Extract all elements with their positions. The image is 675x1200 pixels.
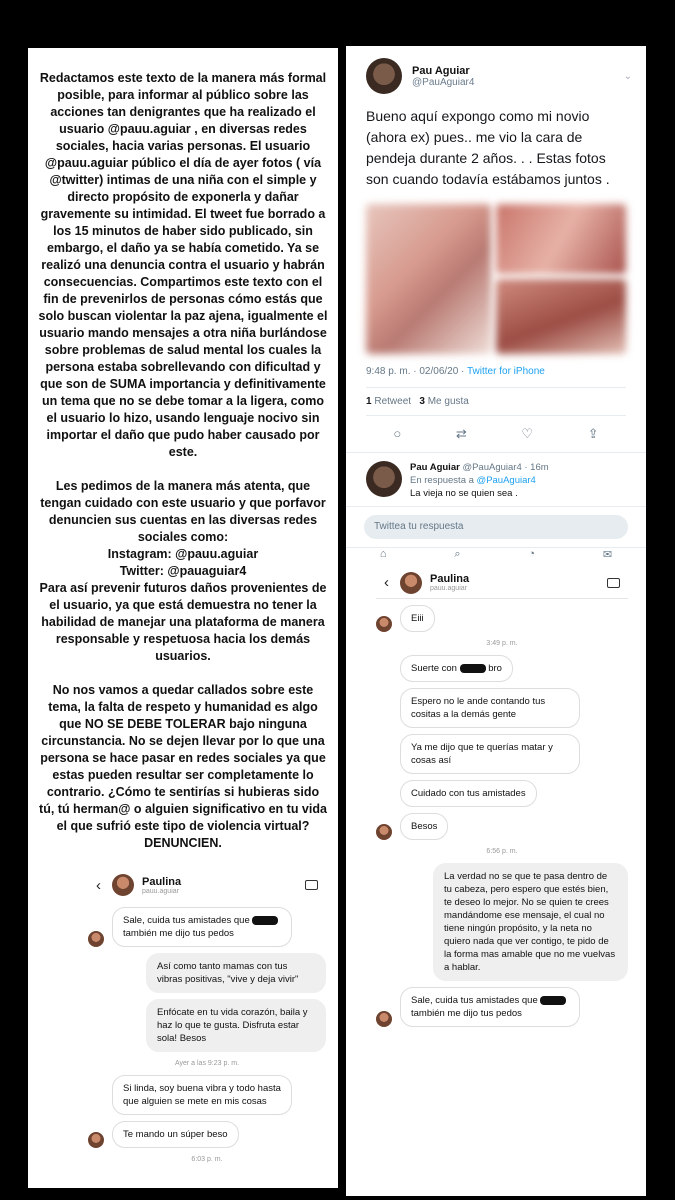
message-bubble: Te mando un súper beso <box>112 1121 239 1148</box>
message-bubble: Besos <box>400 813 448 840</box>
message-bubble <box>112 907 292 947</box>
search-icon[interactable]: ⌕ <box>454 548 461 560</box>
list-item <box>88 953 326 993</box>
reply-to-label: En respuesta a <box>410 475 474 486</box>
tweet-source[interactable]: Twitter for iPhone <box>467 366 545 377</box>
back-icon[interactable]: ‹ <box>96 876 101 894</box>
list-item <box>376 863 628 981</box>
tweet-header <box>346 46 646 94</box>
avatar[interactable] <box>366 461 402 497</box>
blurred-photo[interactable] <box>366 204 491 354</box>
retweet-icon[interactable]: ⇄ <box>455 426 467 441</box>
video-call-icon[interactable] <box>607 578 620 588</box>
messages-icon[interactable]: ✉ <box>602 549 613 561</box>
message-text: Sale, cuida tus amistades que <box>411 995 538 1006</box>
list-item <box>88 1121 326 1148</box>
avatar <box>376 824 392 840</box>
list-item <box>376 605 628 632</box>
evidence-panel <box>346 46 646 1196</box>
retweet-label[interactable]: Retweet <box>374 396 412 407</box>
timestamp: 6:03 p. m. <box>191 1156 223 1163</box>
avatar <box>400 572 422 594</box>
timestamp: Ayer a las 9:23 p. m. <box>174 1060 240 1067</box>
video-call-icon[interactable] <box>305 880 318 890</box>
tweet-media-blurred[interactable] <box>366 204 626 354</box>
tweet-stats <box>366 387 626 416</box>
message-bubble: Enfócate en tu vida corazón, baila y haz lo que te gusta. Disfruta estar sola! Besos <box>146 999 326 1052</box>
avatar <box>88 1132 104 1148</box>
blurred-photo[interactable] <box>496 279 626 354</box>
message-bubble <box>400 987 580 1027</box>
list-item <box>88 1075 326 1115</box>
avatar <box>376 1011 392 1027</box>
redaction-mark <box>540 996 566 1005</box>
like-label[interactable]: Me gusta <box>427 396 469 407</box>
list-item <box>376 780 628 807</box>
reply-to-link[interactable]: @PauAguiar4 <box>476 475 536 486</box>
dm-header <box>88 869 326 901</box>
share-icon[interactable]: ⇪ <box>587 426 599 441</box>
reply-author-name[interactable]: Pau Aguiar <box>410 462 460 473</box>
list-item <box>376 655 628 682</box>
message-bubble <box>400 655 513 682</box>
avatar <box>88 931 104 947</box>
avatar[interactable] <box>366 58 402 94</box>
list-item <box>376 734 628 774</box>
avatar <box>376 616 392 632</box>
notifications-icon[interactable]: ◔ <box>528 548 536 560</box>
home-icon[interactable]: ⌂ <box>379 548 387 560</box>
list-item <box>376 813 628 840</box>
message-text: Suerte con <box>411 663 457 674</box>
dm-screenshot-left <box>88 869 326 1163</box>
dm-screenshot-right <box>376 567 628 1027</box>
tweet-actions <box>346 416 646 453</box>
message-bubble: Ya me dijo que te querías matar y cosas así <box>400 734 580 774</box>
timestamp: 6:56 p. m. <box>486 848 518 855</box>
avatar <box>112 874 134 896</box>
message-text: también me dijo tus pedos <box>123 928 234 939</box>
back-icon[interactable]: ‹ <box>384 574 389 591</box>
tweet-author-handle[interactable]: @PauAguiar4 <box>412 76 475 88</box>
statement-text <box>28 48 338 852</box>
message-text: Sale, cuida tus amistades que <box>123 915 250 926</box>
message-bubble: Eiii <box>400 605 435 632</box>
tweet-meta <box>346 354 646 377</box>
dm-handle: pauu.aguiar <box>430 585 467 592</box>
dm-handle: pauu.aguiar <box>142 887 179 895</box>
timestamp: 3:49 p. m. <box>486 640 518 647</box>
tweet-author-name[interactable]: Pau Aguiar <box>412 64 470 77</box>
reply-author-handle: @PauAguiar4 · 16m <box>462 462 549 473</box>
tweet-text: Bueno aquí expongo como mi novio (ahora ex) pues.. me vio la cara de pendeja durante 2 años. . . Estas fotos son cuando todavía estábamos juntos . <box>366 108 610 187</box>
reply-text: La vieja no se quien sea . <box>410 488 518 499</box>
statement-twitter: Twitter: @pauaguiar4 <box>119 564 247 578</box>
dm-name: Paulina <box>142 875 182 888</box>
statement-instagram: Instagram: @pauu.aguiar <box>107 547 259 561</box>
list-item <box>376 987 628 1027</box>
message-bubble: Así como tanto mamas con tus vibras positivas, "vive y deja vivir" <box>146 953 326 993</box>
redaction-mark <box>460 664 486 673</box>
message-bubble: La verdad no se que te pasa dentro de tu cabeza, pero espero que estés bien, te deseo lo mejor. No se quien te crees mandándome ese mensaje, el cual no tiene ningún propósito, y la neta no quiero nada que ver contigo, te pido de la forma mas amable que no me vuelvas a hablar. <box>433 863 628 981</box>
reply-icon[interactable]: ○ <box>393 426 402 441</box>
message-bubble: Cuidado con tus amistades <box>400 780 537 807</box>
dm-header <box>376 567 628 599</box>
message-text: bro <box>488 663 502 674</box>
retweet-count[interactable]: 1 <box>366 396 372 407</box>
reply-tweet[interactable] <box>346 453 646 507</box>
statement-panel <box>28 48 338 1188</box>
message-bubble: Si linda, soy buena vibra y todo hasta que alguien se mete en mis cosas <box>112 1075 292 1115</box>
message-text: también me dijo tus pedos <box>411 1008 522 1019</box>
list-item <box>88 907 326 947</box>
message-bubble: Espero no le ande contando tus cositas a la demás gente <box>400 688 580 728</box>
statement-paragraph-3: Para así prevenir futuros daños provenientes de el usuario, ya que está demuestra no tener la habilidad de manejar una plataforma de manera responsable y respetuosa hacia los demás usuarios. <box>39 581 327 663</box>
tab-bar <box>346 547 646 563</box>
reply-input[interactable]: Twittea tu respuesta <box>364 515 628 539</box>
like-icon[interactable]: ♡ <box>521 426 534 441</box>
chevron-down-icon[interactable]: ⌄ <box>623 70 632 82</box>
tweet-time: 9:48 p. m. · 02/06/20 · <box>366 366 467 377</box>
statement-paragraph-1: Redactamos este texto de la manera más formal posible, para informar al público sobre las acciones tan denigrantes que ha realizado el usuario @pauu.aguiar , en diversas redes sociales, hacia varias personas. El usuario @pauu.aguiar público el día de ayer fotos ( vía @twitter) intimas de una niña con el simple y directo propósito de exponerla y dañar gravemente su intimidad. El tweet fue borrado a los 15 minutos de haber sido publicado, sin embargo, el daño ya se había cometido. Ya se realizó una denuncia contra el usuario y habrán consecuencias. Compartimos este texto con el fin de prevenirlos de personas cómo estás que solo buscan violentar la paz ajena, igualmente el usuario mando mensajes a otra niña burlándose sobre problemas de salud mental los cuales la persona estaba sobrellevando con dificultad y que son de SUMA importancia y definitivamente un tema que no se debe tomar a la ligera, como el usuario lo hizo, usando lenguaje nocivo sin importar el daño que pudo haber causado por este. <box>38 71 328 459</box>
dm-name: Paulina <box>430 573 470 585</box>
like-count[interactable]: 3 <box>419 396 425 407</box>
statement-paragraph-4: No nos vamos a quedar callados sobre este tema, la falta de respeto y humanidad es algo que NO SE DEBE TOLERAR bajo ninguna circunstancia. No se dejen llevar por lo que una persona se hace pasar en redes sociales ya que estas pueden resultar ser completamente lo contrario. ¿Cómo te sentirías si hubieras sido tú, tú herman@ o alguien significativo en tu vida el que sufrió este tipo de violencia virtual? DENUNCIEN. <box>39 683 327 850</box>
list-item <box>88 999 326 1052</box>
list-item <box>376 688 628 728</box>
blurred-photo[interactable] <box>496 204 626 274</box>
redaction-mark <box>252 916 278 925</box>
statement-paragraph-2: Les pedimos de la manera más atenta, que tengan cuidado con este usuario y que porfavor denuncien sus cuentas en las diversas redes sociales como: <box>40 479 326 544</box>
